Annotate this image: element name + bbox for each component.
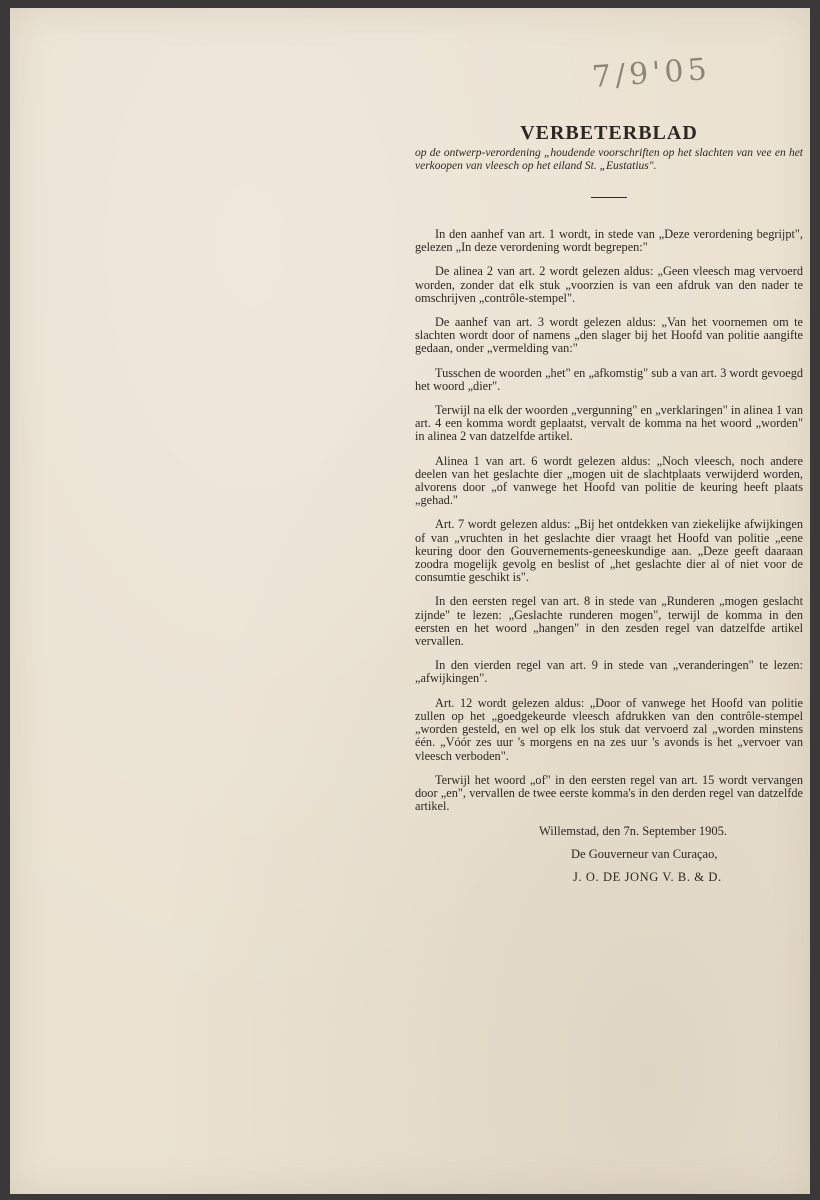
correction-paragraph: Tusschen de woorden „het" en „afkomstig" sub a van art. 3 wordt gevoegd het woord „dier".	[415, 365, 803, 393]
document-page	[10, 8, 810, 1194]
signatory-name: J. O. DE JONG V. B. & D.	[573, 870, 722, 885]
handwritten-date-note: 7/9'05	[590, 51, 712, 96]
document-subtitle: op de ontwerp-verordening „houdende voorschriften op het slachten van vee en het verkoopen van vleesch op het eiland St. „Eustatius".	[415, 147, 803, 172]
correction-paragraph: De aanhef van art. 3 wordt gelezen aldus: „Van het voornemen om te slachten wordt door of namens „den slager bij het Hoofd van politie aangifte gedaan, onder „vermelding van:"	[415, 315, 803, 356]
correction-paragraph: Terwijl na elk der woorden „vergunning" en „verklaringen" in alinea 1 van art. 4 een komma wordt geplaatst, vervalt de komma na het woord „worden" in alinea 2 van datzelfde artikel.	[415, 403, 803, 444]
correction-paragraph: Art. 12 wordt gelezen aldus: „Door of vanwege het Hoofd van politie zullen op het „goedgekeurde vleesch afdrukken van den contrôle-stempel „worden gesteld, en wel op elk los stuk dat vervoerd zal „worden minstens één. „Vóór zes uur 's morgens en na zes uur 's avonds is het „vervoer van vleesch verboden".	[415, 695, 803, 763]
document-title: VERBETERBLAD	[520, 122, 698, 144]
correction-paragraph: In den eersten regel van art. 8 in stede van „Runderen „mogen geslacht zijnde" te lezen: „Geslachte runderen mogen", terwijl de komma in den eersten en het woord „hangen" in den zesden regel van datzelfde artikel vervallen.	[415, 594, 803, 649]
divider-rule	[591, 197, 627, 198]
correction-paragraph: Alinea 1 van art. 6 wordt gelezen aldus: „Noch vleesch, noch andere deelen van het geslachte dier „mogen uit de slachtplaats verwijderd worden, alvorens door „of vanwege het Hoofd van politie de keuring heeft plaats „gehad."	[415, 453, 803, 508]
correction-paragraph: In den vierden regel van art. 9 in stede van „veranderingen" te lezen: „afwijkingen".	[415, 658, 803, 686]
signatory-title: De Gouverneur van Curaçao,	[571, 847, 718, 862]
correction-paragraph: Art. 7 wordt gelezen aldus: „Bij het ontdekken van ziekelijke afwijkingen of van „vruchten in het geslachte dier vraagt het Hoofd van politie „eene keuring door den Gouvernements-geneeskundige aan. „Deze geeft daaraan zoodra mogelijk gevolg en beslist of „het geslachte dier al of niet voor de consumtie geschikt is".	[415, 517, 803, 585]
correction-paragraph: De alinea 2 van art. 2 wordt gelezen aldus: „Geen vleesch mag vervoerd worden, zonder dat elk stuk „voorzien is van een afdruk van den nader te omschrijven „contrôle-stempel".	[415, 264, 803, 305]
correction-paragraph: Terwijl het woord „of" in den eersten regel van art. 15 wordt vervangen door „en", vervallen de twee eerste komma's in den derden regel van datzelfde artikel.	[415, 772, 803, 814]
document-column	[415, 122, 803, 893]
place-date: Willemstad, den 7n. September 1905.	[539, 824, 728, 839]
correction-paragraph: In den aanhef van art. 1 wordt, in stede van „Deze verordening begrijpt", gelezen „In deze verordening wordt begrepen:"	[415, 227, 803, 255]
